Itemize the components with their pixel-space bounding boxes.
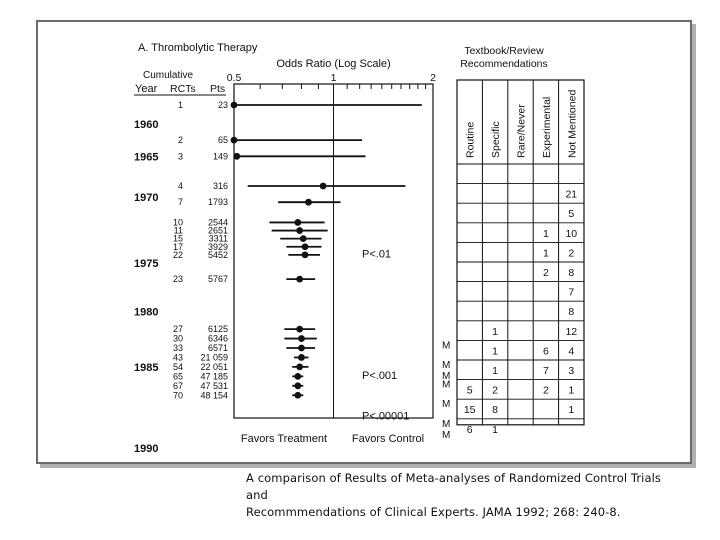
favors-treatment-label: Favors Treatment — [240, 433, 328, 445]
p-value-annotation: P<.01 — [362, 248, 392, 261]
rec-cell-value: 1 — [492, 365, 499, 377]
methods-marker: M — [442, 371, 451, 382]
header-cumulative: Cumulative — [142, 70, 194, 81]
rec-cell-value: 8 — [568, 306, 575, 319]
patient-count: 47 185 — [200, 371, 228, 382]
x-tick-label-0.5: 0.5 — [226, 72, 242, 84]
patient-count: 5767 — [207, 274, 228, 285]
p-value-annotation: P<.00001 — [362, 410, 410, 423]
patient-count: 47 531 — [200, 380, 228, 391]
rct-count: 2 — [177, 135, 183, 146]
axis-title: Odds Ratio (Log Scale) — [276, 58, 391, 70]
p-value-annotation: P<.001 — [362, 370, 398, 382]
odds-ratio-point — [294, 382, 301, 389]
rec-col-header: Routine — [464, 121, 477, 158]
x-tick-label-2: 2 — [430, 72, 436, 84]
rct-count: 15 — [172, 233, 183, 244]
odds-ratio-point — [296, 326, 303, 333]
odds-ratio-point — [231, 102, 238, 109]
rec-cell-value: 1 — [492, 423, 499, 436]
rec-cell-value: 1 — [568, 404, 575, 417]
rec-cell-value: 1 — [492, 325, 499, 338]
patient-count: 3929 — [207, 241, 228, 252]
rec-cell-value: 8 — [492, 404, 499, 417]
rct-count: 70 — [172, 390, 183, 401]
odds-ratio-point — [294, 219, 301, 226]
rec-col-header: Rare/Never — [515, 104, 528, 158]
odds-ratio-point — [233, 153, 240, 160]
rct-count: 4 — [177, 181, 183, 191]
rec-title-line-1: Textbook/Review — [464, 45, 544, 57]
rec-col-header: Experimental — [540, 96, 553, 158]
rct-count: 3 — [177, 151, 183, 162]
patient-count: 48 154 — [200, 390, 228, 401]
patient-count: 149 — [212, 151, 228, 162]
rec-cell-value: 15 — [463, 404, 476, 417]
year-label-1990: 1990 — [134, 442, 159, 455]
odds-ratio-point — [296, 227, 303, 234]
rec-cell-value: 1 — [492, 345, 499, 358]
odds-ratio-point — [298, 345, 305, 352]
rec-cell-value: 7 — [542, 365, 549, 377]
rct-count: 10 — [172, 217, 183, 228]
methods-marker: M — [442, 340, 451, 352]
year-label-1960: 1960 — [134, 118, 159, 131]
patient-count: 1793 — [207, 197, 228, 208]
methods-marker: M — [442, 379, 451, 391]
rct-count: 30 — [172, 333, 183, 344]
rct-count: 65 — [172, 371, 183, 382]
rct-count: 22 — [172, 249, 183, 260]
patient-count: 21 059 — [200, 352, 228, 363]
odds-ratio-point — [298, 354, 305, 361]
patient-count: 6346 — [207, 333, 228, 344]
slide-frame — [36, 20, 692, 464]
rec-col-header: Specific — [490, 121, 503, 158]
rct-count: 43 — [172, 352, 183, 363]
rec-cell-value: 1 — [542, 247, 549, 260]
header-year: Year — [135, 83, 158, 95]
odds-ratio-point — [296, 364, 303, 371]
patient-count: 316 — [212, 181, 228, 191]
rec-cell-value: 21 — [565, 188, 578, 201]
odds-ratio-point — [305, 199, 312, 206]
rct-count: 23 — [172, 274, 183, 285]
rec-cell-value: 1 — [542, 227, 549, 240]
odds-ratio-point — [231, 137, 238, 144]
rec-cell-value: 2 — [568, 247, 575, 260]
rec-cell-value: 5 — [466, 384, 473, 397]
figure-caption — [246, 470, 686, 521]
rec-col-header: Not Mentioned — [566, 89, 579, 158]
year-label-1985: 1985 — [134, 361, 159, 374]
rct-count: 11 — [173, 225, 183, 236]
rct-count: 27 — [172, 324, 183, 335]
odds-ratio-point — [294, 373, 301, 380]
patient-count: 65 — [217, 135, 228, 146]
methods-marker: M — [442, 429, 451, 441]
odds-ratio-point — [300, 235, 307, 242]
odds-ratio-point — [302, 251, 309, 258]
rec-cell-value: 6 — [542, 345, 549, 358]
header-rcts: RCTs — [170, 83, 196, 95]
year-label-1980: 1980 — [134, 306, 159, 319]
patient-count: 3311 — [208, 233, 228, 244]
rec-cell-value: 12 — [565, 325, 578, 338]
patient-count: 22 051 — [200, 361, 228, 372]
rec-cell-value: 2 — [542, 267, 549, 279]
caption-line-1: A comparison of Results of Meta-analyses of Randomized Control Trials and — [246, 471, 662, 502]
rec-cell-value: 6 — [466, 423, 473, 436]
rct-count: 7 — [177, 197, 183, 208]
rct-count: 67 — [172, 380, 183, 391]
x-tick-label-1: 1 — [330, 72, 337, 84]
rct-count: 1 — [177, 100, 183, 110]
rec-title-line-2: Recommendations — [460, 58, 548, 70]
rec-cell-value: 2 — [542, 384, 549, 397]
favors-control-label: Favors Control — [351, 433, 425, 445]
rct-count: 54 — [172, 361, 183, 372]
rec-cell-value: 2 — [492, 384, 499, 397]
year-label-1965: 1965 — [134, 151, 159, 164]
rec-cell-value: 8 — [568, 267, 575, 279]
header-pts: Pts — [210, 83, 226, 95]
methods-marker: M — [442, 418, 451, 430]
year-label-1975: 1975 — [134, 257, 159, 270]
odds-ratio-point — [320, 183, 327, 190]
methods-marker: M — [442, 399, 451, 411]
patient-count: 2651 — [207, 225, 228, 236]
patient-count: 6125 — [207, 324, 228, 335]
rec-cell-value: 4 — [568, 345, 575, 358]
methods-marker: M — [442, 360, 451, 371]
rec-cell-value: 1 — [568, 384, 575, 397]
rec-cell-value: 10 — [565, 227, 578, 240]
rec-cell-value: 7 — [568, 286, 575, 299]
rct-count: 33 — [172, 343, 183, 353]
rct-count: 17 — [172, 241, 183, 252]
odds-ratio-point — [302, 243, 309, 250]
patient-count: 23 — [217, 100, 228, 110]
odds-ratio-point — [298, 335, 305, 342]
rec-cell-value: 3 — [568, 365, 575, 377]
patient-count: 6571 — [207, 343, 228, 353]
caption-line-2: Recommmendations of Clinical Experts. JAMA 1992; 268: 240-8. — [246, 505, 621, 519]
year-label-1970: 1970 — [134, 191, 159, 204]
odds-ratio-point — [294, 392, 301, 399]
forest-plot-figure — [38, 22, 690, 462]
rec-cell-value: 5 — [568, 208, 575, 221]
patient-count: 5452 — [207, 249, 228, 260]
panel-title: A. Thrombolytic Therapy — [138, 42, 258, 54]
patient-count: 2544 — [207, 217, 228, 228]
odds-ratio-point — [296, 276, 303, 283]
